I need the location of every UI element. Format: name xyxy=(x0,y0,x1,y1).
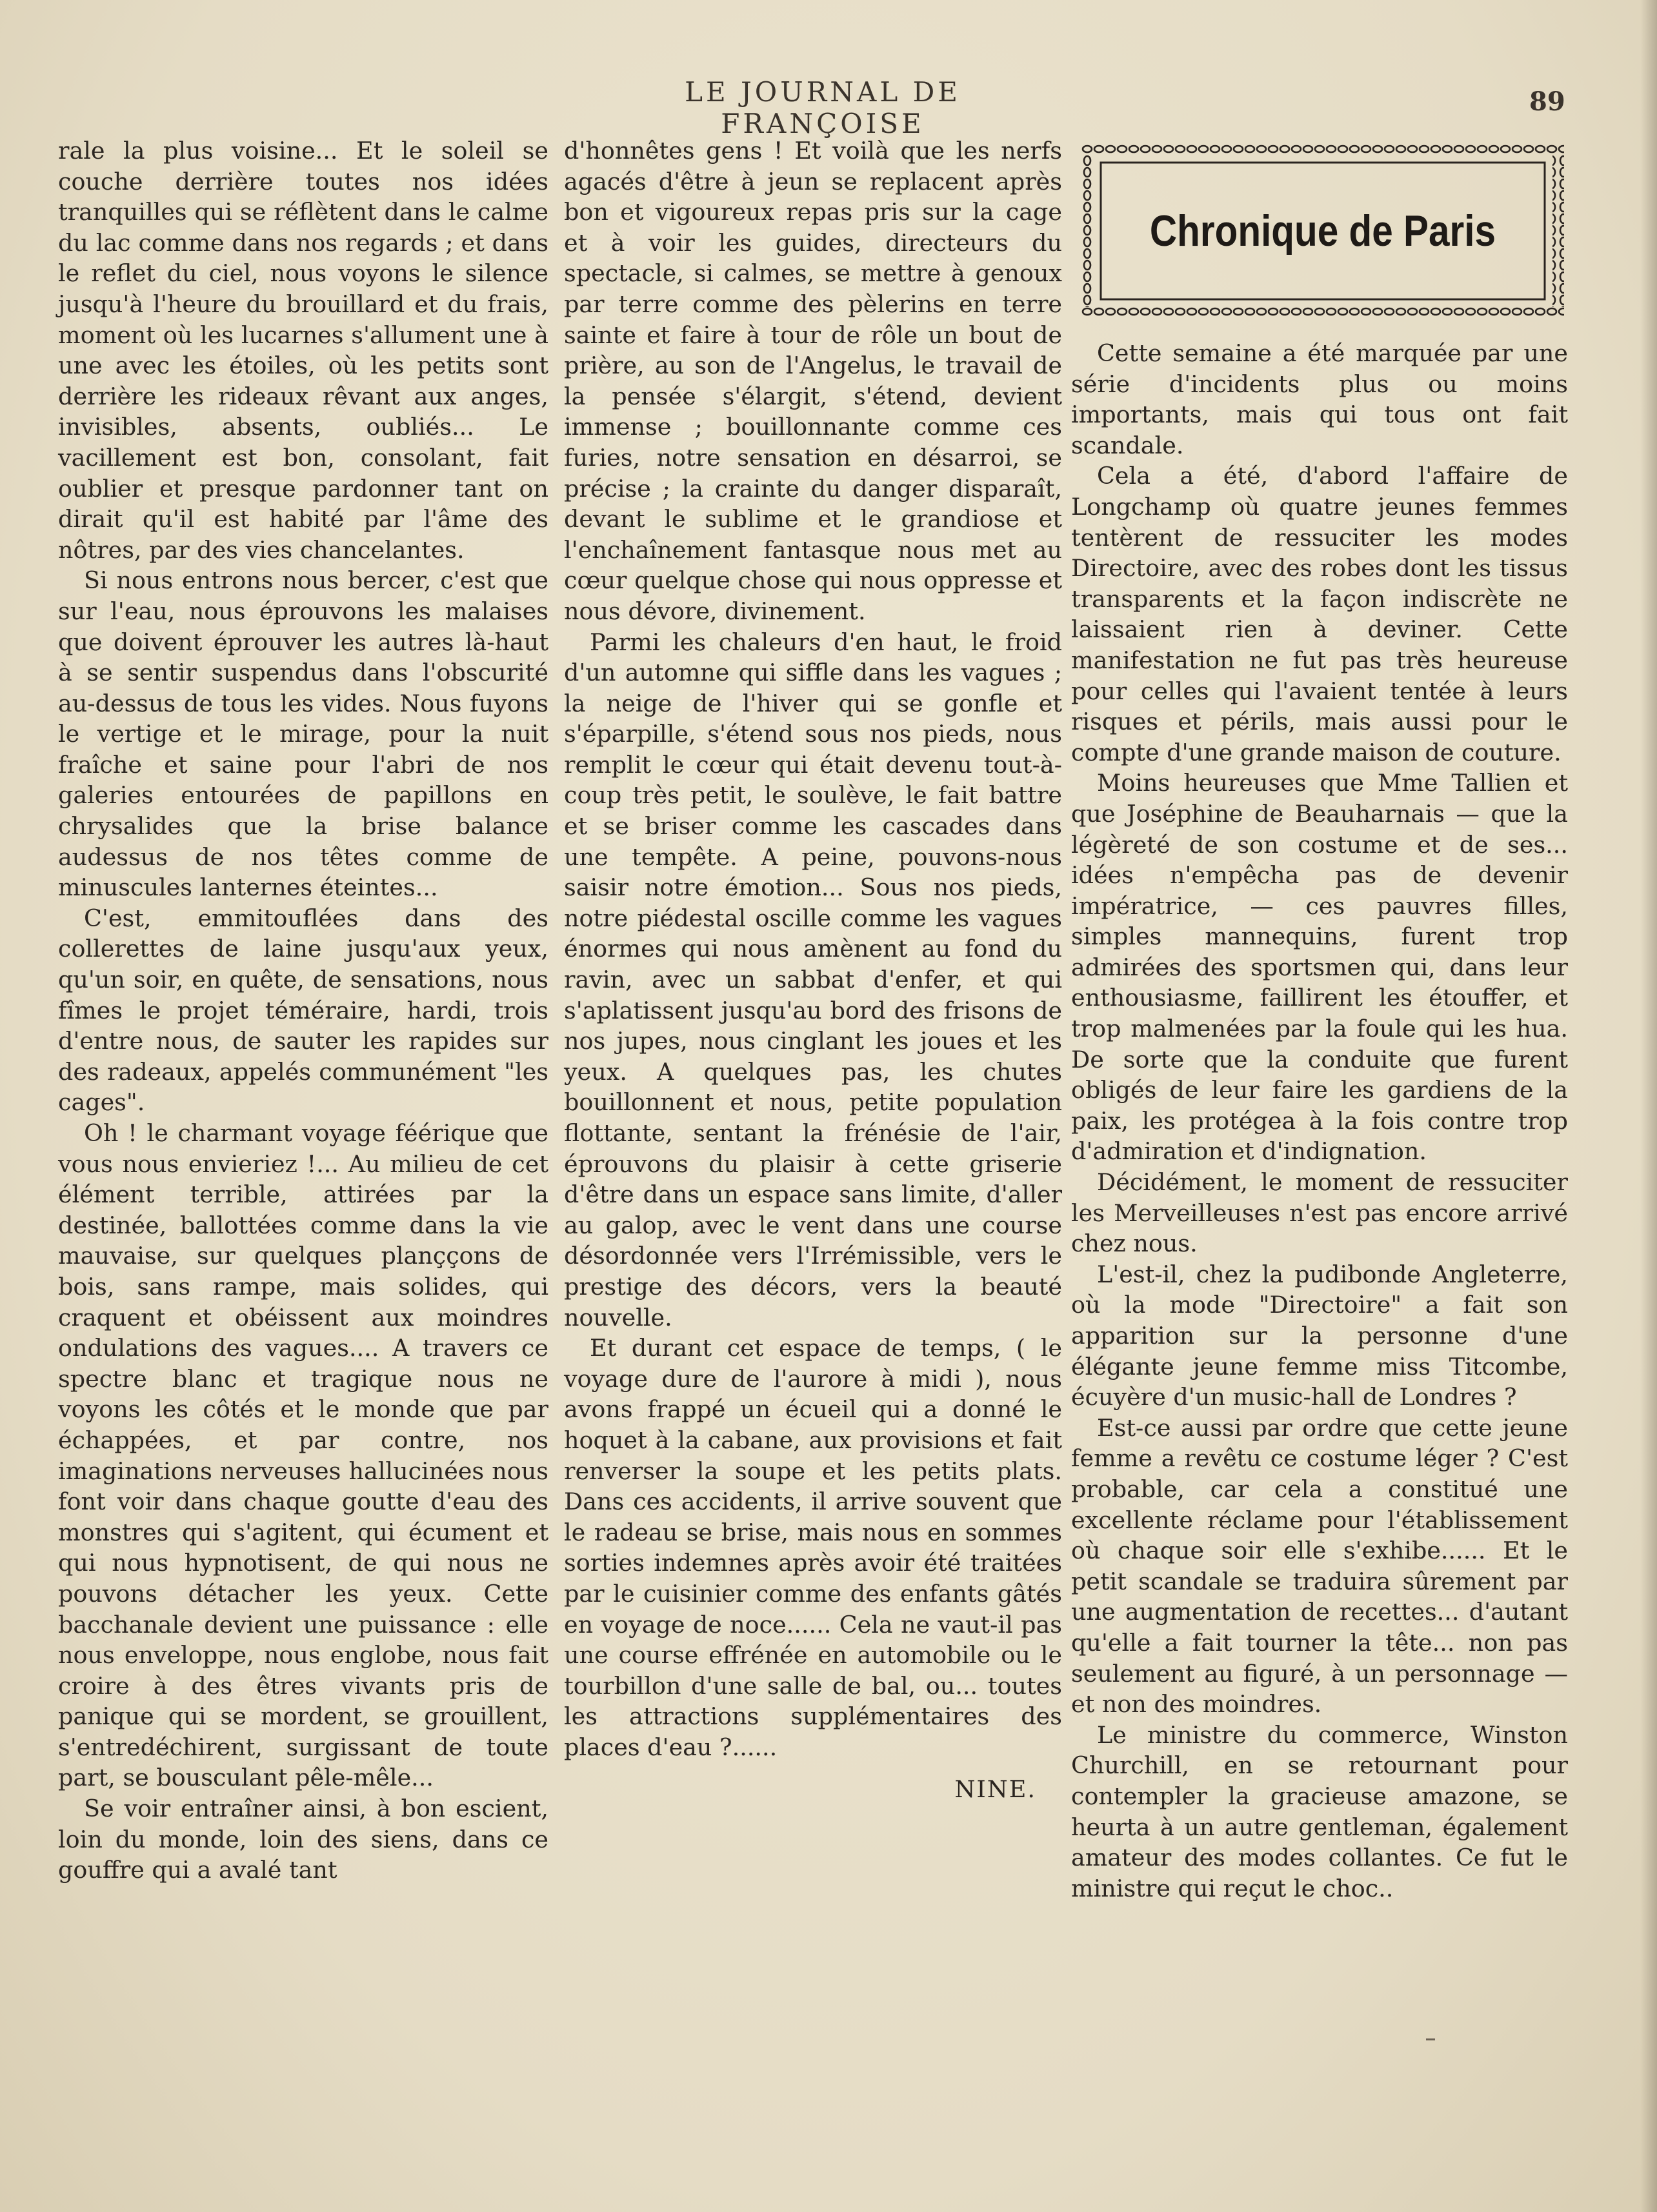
paragraph: Décidément, le moment de ressuciter les Merveilleuses n'est pas encore arrivé chez nous. xyxy=(1071,1168,1568,1258)
paragraph: Moins heureuses que Mme Tallien et que Joséphine de Beauharnais — que la légèreté de son costume et de ses... idées n'empêcha pas de devenir impératrice, — ces pauvres filles, simples mannequins, furent trop admirées des sportsmen qui, dans leur enthousiasme, faillirent les étouffer, et trop malmenées par la foule qui les hua. De sorte que la conduite que furent obligés de leur faire les gardiens de la paix, les protégea à la fois contre trop d'admiration et d'indignation. xyxy=(1071,769,1568,1166)
paragraph: Oh ! le charmant voyage féérique que vous nous envieriez !... Au milieu de cet élément terrible, attirées par la destinée, ballottées comme dans la vie mauvaise, sur quelques planççons de bois, sans rampe, mais solides, qui craquent et obéissent aux moindres ondulations des vagues.... A travers ce spectre blanc et tragique nous ne voyons les côtés et le monde que par échappées, et par contre, nos imaginations nerveuses hallucinées nous font voir dans chaque goutte d'eau des monstres qui s'agitent, qui écument et qui nous hypnotisent, de qui nous ne pouvons détacher les yeux. Cette bacchanale devient une puissance : elle nous enveloppe, nous englobe, nous fait croire à des êtres vivants pris de panique qui se mordent, se grouillent, s'entredéchirent, surgissant de toute part, se bousculant pêle-mêle... xyxy=(58,1119,548,1792)
print-mark xyxy=(1426,2038,1435,2040)
paragraph: Se voir entraîner ainsi, à bon escient, loin du monde, loin des siens, dans ce gouffre qui a avalé tant xyxy=(58,1795,548,1884)
column-left xyxy=(58,135,548,1886)
page-edge-shadow xyxy=(1640,0,1657,2212)
paragraph: rale la plus voisine... Et le soleil se couche derrière toutes nos idées tranquilles qui se réflètent dans le calme du lac comme dans nos regards ; et dans le reflet du ciel, nous voyons le silence jusqu'à l'heure du brouillard et du frais, moment où les lucarnes s'allument une à une avec les étoiles, où les petits sont derrière les rideaux rêvant aux anges, invisibles, absents, oubliés... Le vacillement est bon, consolant, fait oublier et presque pardonner tant on dirait qu'il est habité par l'âme des nôtres, par des vies chancelantes. xyxy=(58,137,548,564)
paragraph: Cela a été, d'abord l'affaire de Longchamp où quatre jeunes femmes tentèrent de ressuciter les modes Directoire, avec des robes dont les tissus transparents et la façon indiscrète ne laissaient rien à deviner. Cette manifestation ne fut pas très heureuse pour celles qui l'avaient tentée à leurs risques et périls, mais aussi pour le compte d'une grande maison de couture. xyxy=(1071,462,1568,766)
paragraph: d'honnêtes gens ! Et voilà que les nerfs agacés d'être à jeun se replacent après bon et vigoureux repas pris sur la cage et à voir les guides, directeurs du spectacle, si calmes, se mettre à genoux par terre comme des pèlerins en terre sainte et faire à tour de rôle un bout de prière, au son de l'Angelus, le travail de la pensée s'élargit, s'étend, devient immense ; bouillonnante comme ces furies, notre sensation en désarroi, se précise ; la crainte du danger disparaît, devant le sublime et le grandiose et l'enchaînement fantasque nous met au cœur quelque chose qui nous oppresse et nous dévore, divinement. xyxy=(564,137,1062,625)
section-title-frame xyxy=(1081,143,1564,319)
paragraph: Si nous entrons nous bercer, c'est que sur l'eau, nous éprouvons les malaises que doivent éprouver les autres là-haut à se sentir suspendus dans l'obscurité au-dessus de tous les vides. Nous fuyons le vertige et le mirage, pour la nuit fraîche et saine pour l'abri de nos galeries entourées de papillons en chrysalides que la brise balance audessus de nos têtes comme de minuscules lanternes éteintes... xyxy=(58,566,548,902)
section-title: Chronique de Paris xyxy=(1149,206,1496,255)
paragraph: L'est-il, chez la pudibonde Angleterre, où la mode "Directoire" a fait son apparition sur la personne d'une élégante jeune femme miss Titcombe, écuyère d'un music-hall de Londres ? xyxy=(1071,1260,1568,1411)
column-middle xyxy=(564,135,1062,1805)
running-header: LE JOURNAL DE FRANÇOISE xyxy=(685,76,961,139)
paragraph: Le ministre du commerce, Winston Churchill, en se retournant pour contempler la gracieuse amazone, se heurta à un autre gentleman, également amateur des modes collantes. Ce fut le ministre qui reçut le choc.. xyxy=(1071,1720,1568,1902)
paragraph: Est-ce aussi par ordre que cette jeune femme a revêtu ce costume léger ? C'est probable, car cela a constitué une excellente réclame pour l'établissement où chaque soir elle s'exhibe...... Et le petit scandale se traduira sûrement par une augmentation de recettes... d'autant qu'elle a fait tourner la tête... non pas seulement au figuré, à un personnage — et non des moindres. xyxy=(1071,1413,1568,1719)
paragraph: C'est, emmitouflées dans des collerettes de laine jusqu'aux yeux, qu'un soir, en quête, de sensations, nous fîmes le projet téméraire, hardi, trois d'entre nous, de sauter les rapides sur des radeaux, appelés communément "les cages". xyxy=(58,904,548,1117)
paragraph: Et durant cet espace de temps, ( le voyage dure de l'aurore à midi ), nous avons frappé un écueil qui a donné le hoquet à la cabane, aux provisions et fait renverser la soupe et les petits plats. Dans ces accidents, il arrive souvent que le radeau se brise, mais nous en sommes sorties indemnes après avoir été traitées par le cuisinier comme des enfants gâtés en voyage de noce...... Cela ne vaut-il pas une course effrénée en automobile ou le tourbillon d'une salle de bal, ou... toutes les attractions supplémentaires des places d'eau ?...... xyxy=(564,1334,1062,1761)
paragraph: Cette semaine a été marquée par une série d'incidents plus ou moins importants, mais qui tous ont fait scandale. xyxy=(1071,339,1568,459)
paragraph: Parmi les chaleurs d'en haut, le froid d'un automne qui siffle dans les vagues ; la neige de l'hiver qui se gonfle et s'éparpille, s'étend sous nos pieds, nous remplit le cœur qui était devenu tout-à-coup très petit, le soulève, le fait battre et se briser comme les cascades dans une tempête. A peine, pouvons-nous saisir notre émotion... Sous nos pieds, notre piédestal oscille comme les vagues énormes qui nous amènent au fond du ravin, avec un sabbat d'enfer, et qui s'aplatissent jusqu'au bord des frisons de nos jupes, nous cinglant les joues et les yeux. A quelques pas, les chutes bouillonnent et nous, petite population flottante, sentant la frénésie de l'air, éprouvons du plaisir à cette griserie d'être dans un espace sans limite, d'aller au galop, avec le vent dans une course désordonnée vers l'Irrémissible, vers le prestige des décors, vers la beauté nouvelle. xyxy=(564,628,1062,1331)
column-right xyxy=(1071,338,1568,1904)
author-signature: NINE. xyxy=(954,1775,1036,1804)
page-number: 89 xyxy=(1529,86,1565,117)
